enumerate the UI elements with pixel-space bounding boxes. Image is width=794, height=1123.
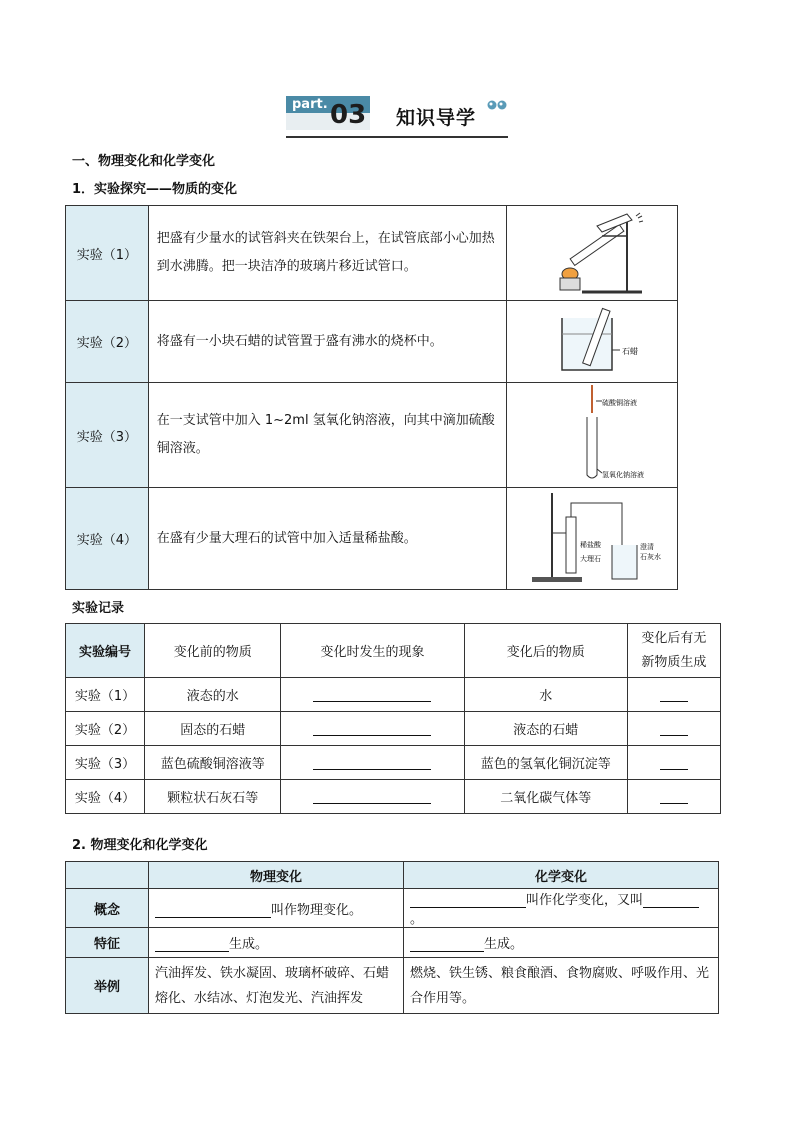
phenomenon-blank — [281, 712, 464, 746]
table-row — [66, 889, 719, 928]
concept-physical: 叫作物理变化。 — [149, 889, 404, 928]
title-underline — [286, 136, 508, 138]
table-row — [66, 301, 678, 383]
droplet-decoration-icon — [486, 98, 508, 112]
table-row — [66, 958, 719, 1014]
page-title: 知识导学 — [396, 107, 477, 129]
row-before: 液态的水 — [145, 678, 281, 712]
concept-chemical: 叫作化学变化，又叫。 — [404, 889, 719, 928]
dropper-test-tube-illustration — [532, 383, 652, 483]
experiment-illustration — [507, 488, 678, 590]
table-header-row — [66, 862, 719, 889]
new-substance-blank — [627, 780, 720, 814]
header-cell: 物理变化 — [149, 862, 404, 889]
header-cell: 变化后的物质 — [464, 624, 627, 678]
experiment-description: 在盛有少量大理石的试管中加入适量稀盐酸。 — [148, 488, 507, 590]
row-id: 实验（4） — [66, 780, 145, 814]
experiment-illustration — [507, 383, 678, 488]
part-number: 03 — [330, 100, 367, 130]
row-after: 二氧化碳气体等 — [464, 780, 627, 814]
experiment-description: 将盛有一小块石蜡的试管置于盛有沸水的烧杯中。 — [148, 301, 507, 383]
table-row — [66, 712, 721, 746]
header-cell: 变化时发生的现象 — [281, 624, 464, 678]
row-id: 实验（2） — [66, 712, 145, 746]
illustration-label: 大理石 — [580, 554, 602, 563]
experiment-label: 实验（1） — [66, 206, 149, 301]
experiment-illustration — [507, 301, 678, 383]
illustration-label: 澄清 — [640, 542, 655, 551]
row-id: 实验（3） — [66, 746, 145, 780]
row-before: 颗粒状石灰石等 — [145, 780, 281, 814]
part-label: part. — [292, 97, 328, 112]
header-cell — [66, 862, 149, 889]
header-cell: 化学变化 — [404, 862, 719, 889]
section-header — [286, 96, 508, 138]
new-substance-blank — [627, 678, 720, 712]
row-id: 实验（1） — [66, 678, 145, 712]
table-row — [66, 678, 721, 712]
gas-apparatus-illustration — [512, 489, 672, 585]
table-row — [66, 746, 721, 780]
experiment-label: 实验（3） — [66, 383, 149, 488]
row-label: 概念 — [66, 889, 149, 928]
illustration-label: 石灰水 — [640, 552, 662, 561]
header-cell-line: 变化后有无 — [641, 630, 707, 646]
row-before: 固态的石蜡 — [145, 712, 281, 746]
illustration-label: 氢氧化钠溶液 — [602, 471, 645, 479]
table-row — [66, 206, 678, 301]
feature-physical: 生成。 — [149, 928, 404, 958]
table-header-row — [66, 624, 721, 678]
header-cell: 变化前的物质 — [145, 624, 281, 678]
illustration-label: 硫酸铜溶液 — [602, 399, 638, 407]
subsection-heading: 2. 物理变化和化学变化 — [72, 838, 208, 853]
experiment-label: 实验（2） — [66, 301, 149, 383]
header-cell — [627, 624, 720, 678]
experiment-illustration — [507, 206, 678, 301]
experiment-label: 实验（4） — [66, 488, 149, 590]
feature-chemical: 生成。 — [404, 928, 719, 958]
row-after: 水 — [464, 678, 627, 712]
phenomenon-blank — [281, 780, 464, 814]
table-row — [66, 780, 721, 814]
illustration-label: 石蜡 — [622, 346, 639, 356]
table-row — [66, 488, 678, 590]
header-cell-line: 新物质生成 — [641, 654, 707, 670]
comparison-table — [65, 861, 719, 1014]
new-substance-blank — [627, 746, 720, 780]
row-after: 蓝色的氢氧化铜沉淀等 — [464, 746, 627, 780]
new-substance-blank — [627, 712, 720, 746]
table-row — [66, 383, 678, 488]
example-chemical: 燃烧、铁生锈、粮食酿酒、食物腐败、呼吸作用、光合作用等。 — [404, 958, 719, 1014]
heating-test-tube-illustration — [532, 206, 652, 296]
subsection-heading: 1．实验探究——物质的变化 — [72, 182, 238, 197]
row-label: 举例 — [66, 958, 149, 1014]
record-heading: 实验记录 — [72, 601, 125, 616]
experiment-description: 把盛有少量水的试管斜夹在铁架台上，在试管底部小心加热到水沸腾。把一块洁净的玻璃片移近试管口。 — [148, 206, 507, 301]
row-after: 液态的石蜡 — [464, 712, 627, 746]
illustration-label: 稀盐酸 — [580, 540, 602, 549]
section-heading: 一、物理变化和化学变化 — [72, 154, 216, 169]
phenomenon-blank — [281, 678, 464, 712]
beaker-illustration — [532, 304, 652, 376]
row-label: 特征 — [66, 928, 149, 958]
header-cell: 实验编号 — [66, 624, 145, 678]
experiment-description: 在一支试管中加入 1~2ml 氢氧化钠溶液，向其中滴加硫酸铜溶液。 — [148, 383, 507, 488]
experiments-table — [65, 205, 678, 590]
example-physical: 汽油挥发、铁水凝固、玻璃杯破碎、石蜡熔化、水结冰、灯泡发光、汽油挥发 — [149, 958, 404, 1014]
row-before: 蓝色硫酸铜溶液等 — [145, 746, 281, 780]
record-table — [65, 623, 721, 814]
table-row — [66, 928, 719, 958]
phenomenon-blank — [281, 746, 464, 780]
